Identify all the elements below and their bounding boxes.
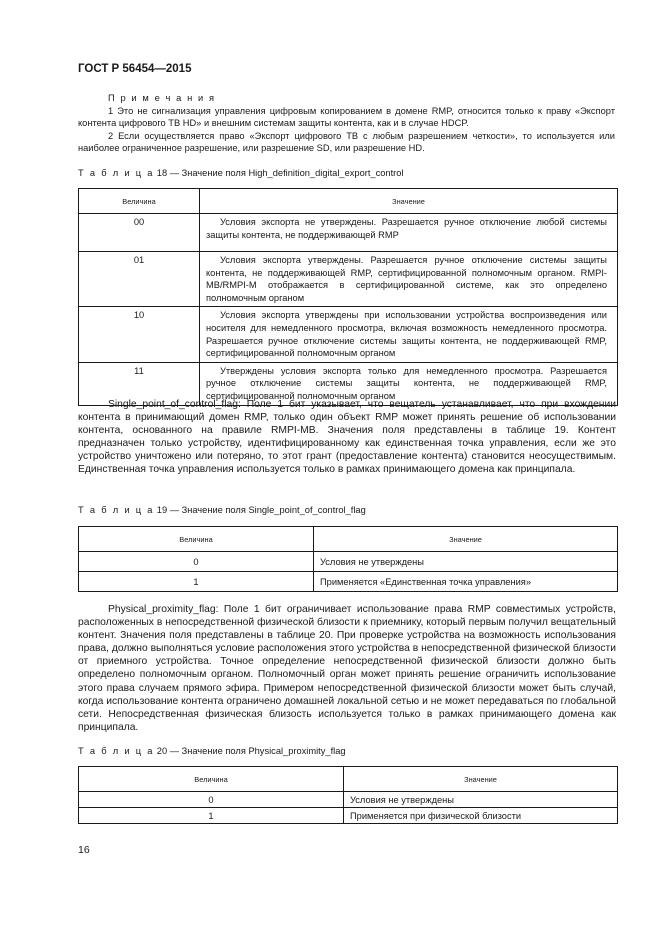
table-row [79,252,618,307]
cell-value: 11 [79,362,200,405]
table-row [79,792,618,808]
cell-value: 0 [79,552,314,572]
cell-meaning: Условия не утверждены [314,552,618,572]
column-header-value: Величина [79,767,344,792]
notes-block [78,92,615,155]
column-header-meaning: Значение [200,189,618,214]
table-row [79,572,618,592]
table-19 [78,526,618,592]
table-20-caption [78,746,346,756]
table-label: Т а б л и ц а [78,168,155,178]
table-caption-text: 19 — Значение поля Single_point_of_control_flag [156,505,366,515]
cell-meaning: Применяется «Единственная точка управления» [314,572,618,592]
column-header-meaning: Значение [344,767,618,792]
table-caption-text: 18 — Значение поля High_definition_digital_export_control [156,168,404,178]
column-header-value: Величина [79,189,200,214]
cell-meaning: Условия экспорта не утверждены. Разрешается ручное отключение любой системы защиты контента, не поддерживающей RMP [200,214,618,252]
table-18 [78,188,618,406]
cell-meaning: Утверждены условия экспорта только для немедленного просмотра. Разрешается ручное отключение системы защиты контента, не поддерживающей RMP, сертифицированной полномочным органом [200,362,618,405]
table-row [79,808,618,824]
page-number: 16 [78,844,90,856]
table-header-row [79,527,618,552]
document-id: ГОСТ Р 56454—2015 [78,63,192,75]
note-item-2: 2 Если осуществляется право «Экспорт цифрового ТВ с любым разрешением четкости», то используется или наиболее ограниченное разрешение, или разрешение SD, или разрешение HD. [78,130,615,154]
cell-value: 1 [79,808,344,824]
cell-meaning: Применяется при физической близости [344,808,618,824]
paragraph-text: Physical_proximity_flag: Поле 1 бит ограничивает использование права RMP совместимых устройств, расположенных в непосредственной физической близости к приемнику, который первым получил вещательный контент. Значения поля представлены в таблице 20. При проверке устройства на возможность использования права, должно выполняться условие расположения этого устройства в непосредственной физической близости от приемного устройства. Точное определение непосредственной физической близости должно быть определено полномочным органом. Полномочный орган может принять решение ограничить использование этого права случаем прямого эфира. Примером непосредственной физической близости может быть случай, когда использование контента ограничено домашней локальной сетью и не может передаваться по глобальной сети. Непосредственная физическая близость используется только в рамках принимающего домена как принципала. [78,604,616,733]
cell-meaning: Условия экспорта утверждены при использовании устройства воспроизведения или носителя для немедленного просмотра, включая возможность немедленного просмотра. Разрешается ручное отключение системы защиты контента, не поддерживающей RMP, сертифицированной полномочным органом [200,307,618,362]
paragraph-text: Single_point_of_control_flag: Поле 1 бит указывает, что вещатель устанавливает, что при вхождении контента в принимающий домен RMP, только один объект RMP может принять решение об использовании контента, основанного на правиле RMPI-MB. Значения поля представлены в таблице 19. Контент предназначен только устройству, идентифицированному как единственная точка управления, если же это устройство уничтожено или потеряно, то этот грант (предоставление контента) становится неосуществимым. Единственная точка управления используется только в рамках принимающего домена как принципала. [78,399,616,476]
table-row [79,552,618,572]
paragraph-single-point [78,398,616,477]
cell-value: 10 [79,307,200,362]
cell-value: 1 [79,572,314,592]
cell-value: 00 [79,214,200,252]
table-header-row [79,189,618,214]
column-header-value: Величина [79,527,314,552]
table-19-caption [78,505,366,515]
table-row [79,307,618,362]
cell-meaning: Условия не утверждены [344,792,618,808]
table-row [79,214,618,252]
table-label: Т а б л и ц а [78,746,155,756]
cell-meaning: Условия экспорта утверждены. Разрешается ручное отключение системы защиты контента, не поддерживающей RMP, сертифицированной полномочным органом. RMPI-MB/RMPI-M отображается в сертифицированной системе, как это определено полномочным органом [200,252,618,307]
cell-value: 01 [79,252,200,307]
paragraph-physical-proximity [78,603,616,734]
cell-value: 0 [79,792,344,808]
table-20 [78,766,618,824]
notes-title: П р и м е ч а н и я [108,93,216,103]
table-label: Т а б л и ц а [78,505,155,515]
table-header-row [79,767,618,792]
table-18-caption [78,168,404,178]
table-caption-text: 20 — Значение поля Physical_proximity_flag [156,746,346,756]
column-header-meaning: Значение [314,527,618,552]
note-item-1: 1 Это не сигнализация управления цифровым копированием в домене RMP, относится только к праву «Экспорт контента цифрового ТВ HD» и внешним системам защиты контента, как и в случае HDCP. [78,105,615,129]
